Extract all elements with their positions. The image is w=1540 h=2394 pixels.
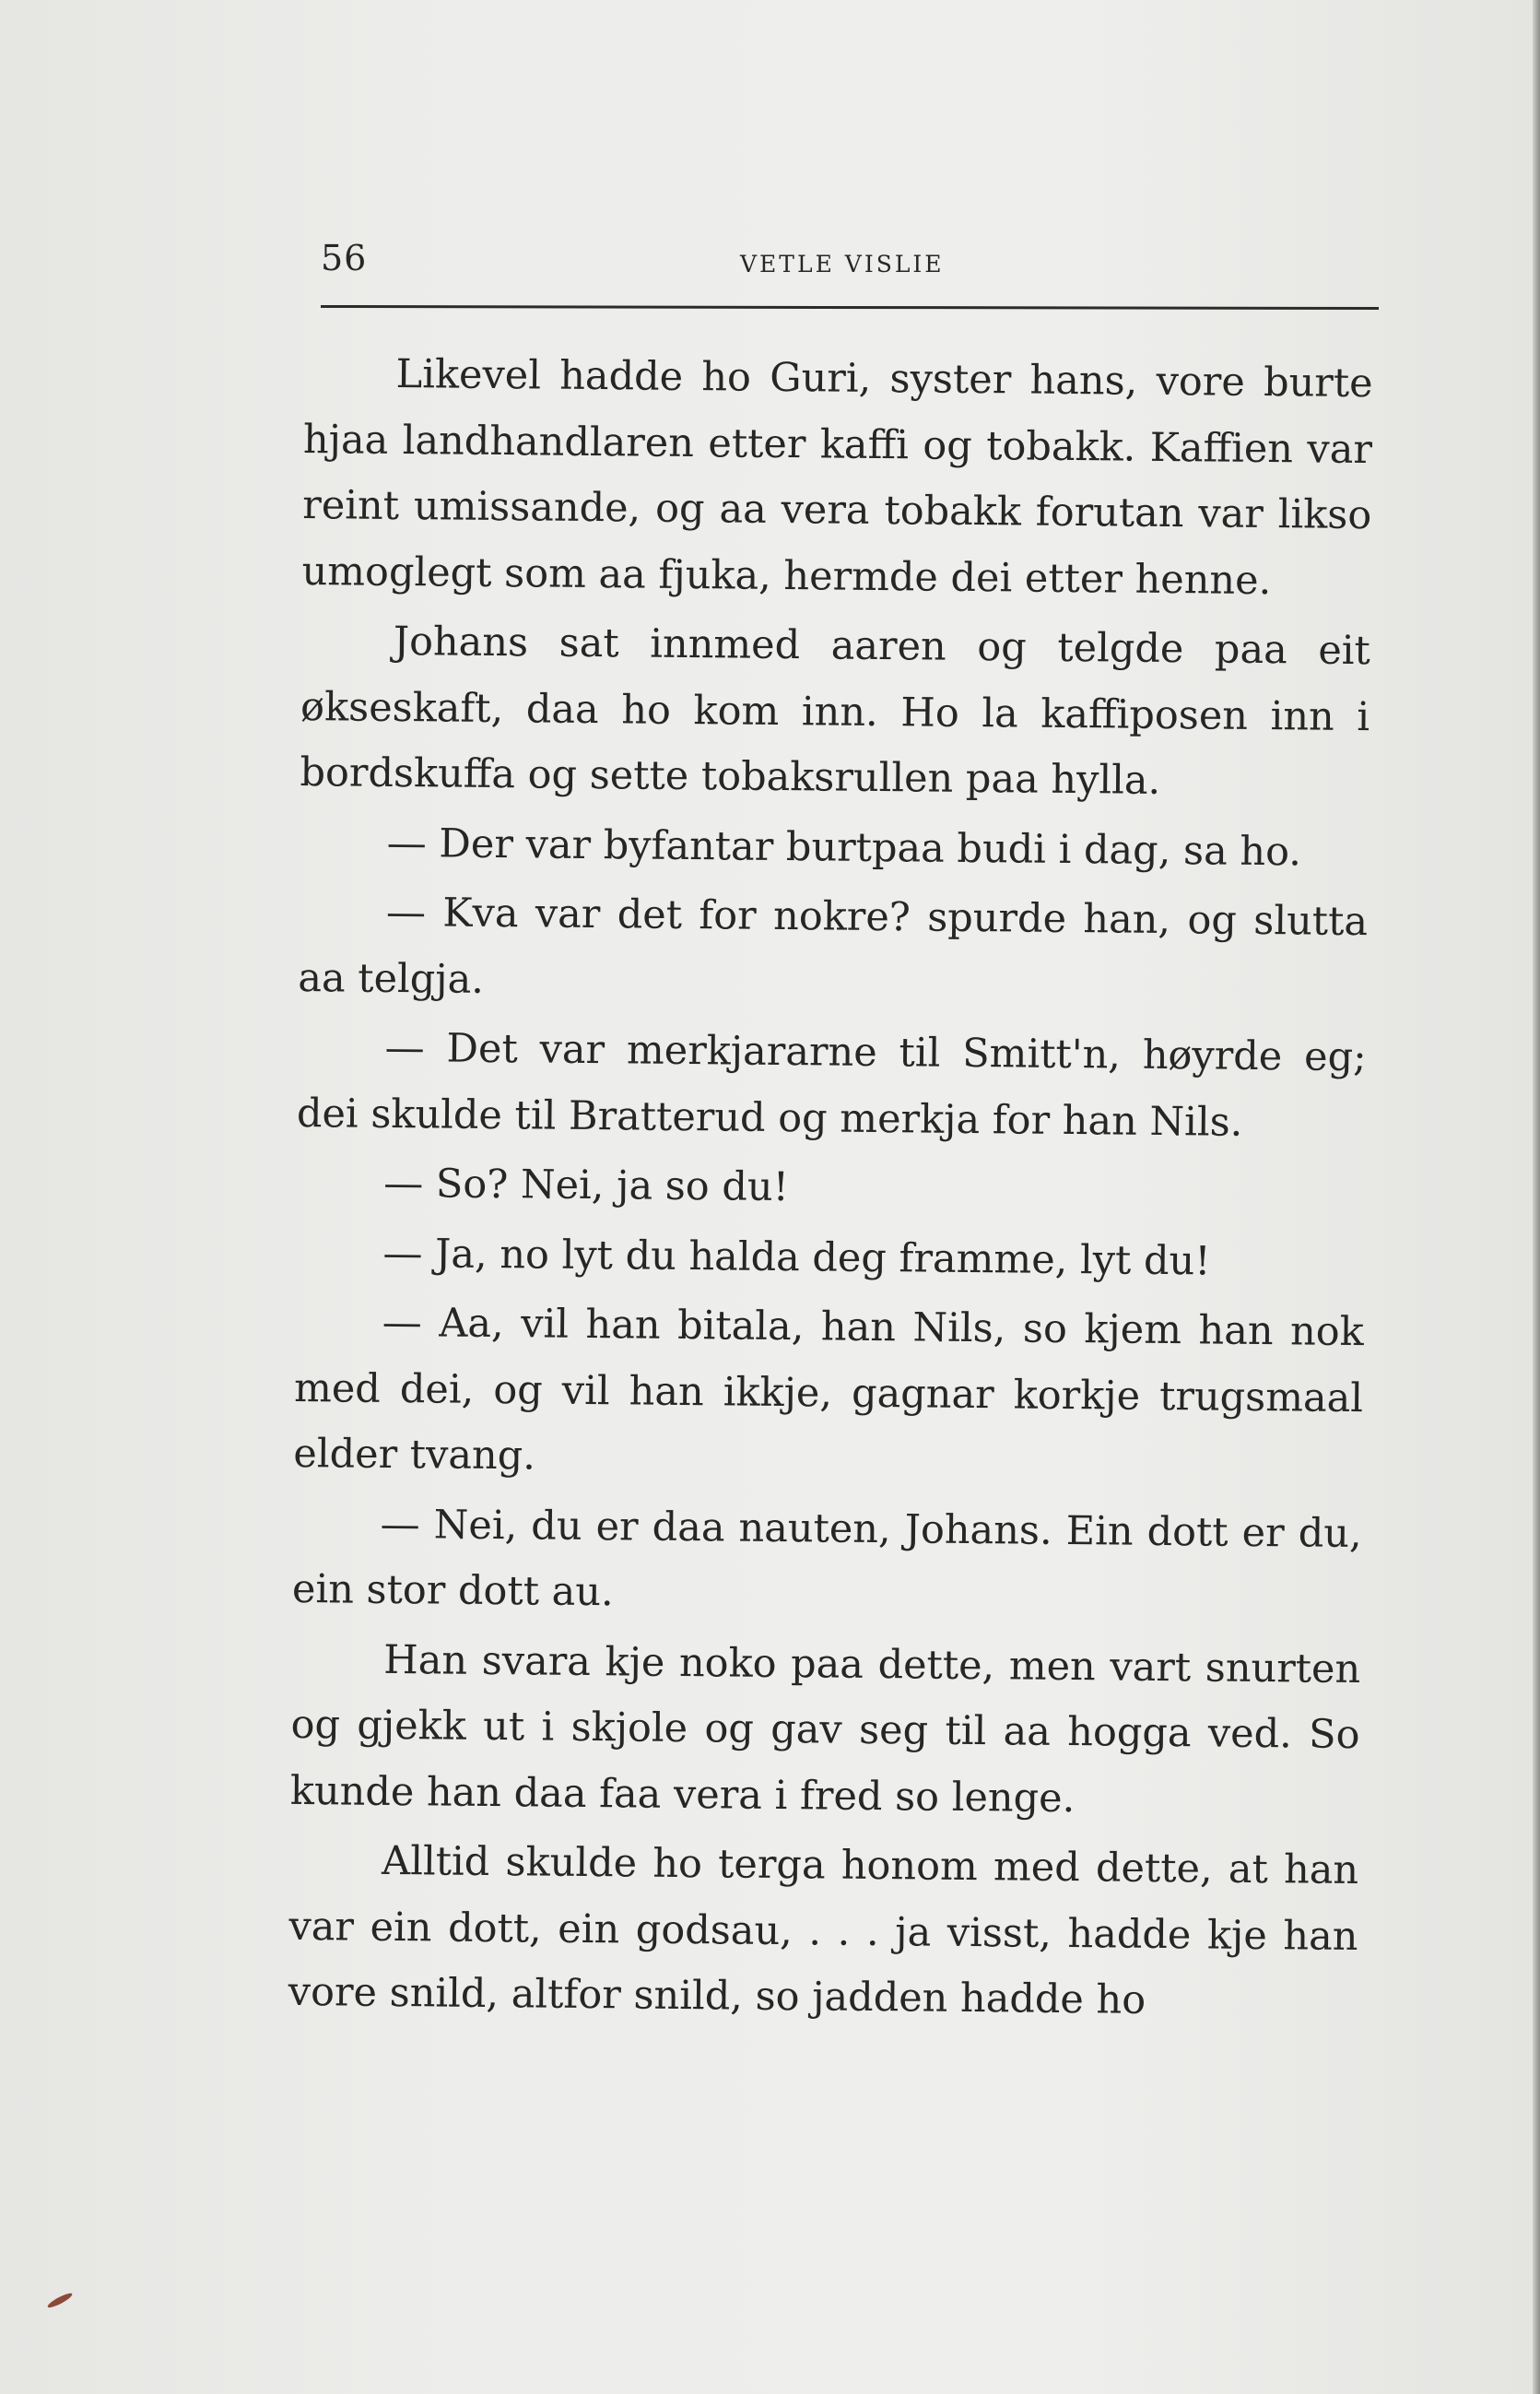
page-number: 56 [321, 238, 368, 278]
dialogue-line: — Det var merkjararne til Smitt'n, høyrde eg; dei skulde til Bratterud og merkja for han Nils. [296, 1024, 1367, 1146]
running-head [321, 230, 1379, 286]
header-rule [321, 305, 1379, 310]
dialogue-line: — So? Nei, ja so du! [382, 1160, 790, 1211]
dialogue-line: — Der var byfantar burtpaa budi i dag, sa ho. [386, 820, 1302, 875]
dialogue-line: — Kva var det for nokre? spurde han, og slutta aa telgja. [298, 889, 1369, 1003]
page-edge [1533, 0, 1540, 2394]
paragraph: Alltid skulde ho terga honom med dette, at han var ein dott, ein godsau, . . . ja visst, hadde kje han vore snild, altfor snild, so jadden hadde ho [288, 1837, 1359, 2023]
paragraph: Johans sat innmed aaren og telgde paa eit økseskaft, daa ho kom inn. Ho la kaffiposen inn i bordskuffa og sette tobaksrullen paa hylla. [300, 618, 1371, 804]
dialogue-line: — Nei, du er daa nauten, Johans. Ein dott er du, ein stor dott au. [291, 1501, 1362, 1616]
ink-speck [46, 2291, 74, 2309]
paragraph: Likevel hadde ho Guri, syster hans, vore burte hjaa landhandlaren etter kaffi og tobakk. Kaffien var reint umissande, og aa vera tobakk forutan var likso umoglegt som aa fjuka, hermde dei etter henne. [301, 350, 1373, 604]
running-title: VETLE VISLIE [740, 251, 945, 277]
paragraph: Han svara kje noko paa dette, men vart snurten og gjekk ut i skjole og gav seg til aa hogga ved. So kunde han daa faa vera i fred so lenge. [289, 1636, 1361, 1822]
dialogue-line: — Aa, vil han bitala, han Nils, so kjem han nok med dei, og vil han ikkje, gagnar korkje trugsmaal elder tvang. [293, 1299, 1364, 1480]
body-text [288, 341, 1373, 2040]
dialogue-line: — Ja, no lyt du halda deg framme, lyt du! [382, 1230, 1211, 1284]
